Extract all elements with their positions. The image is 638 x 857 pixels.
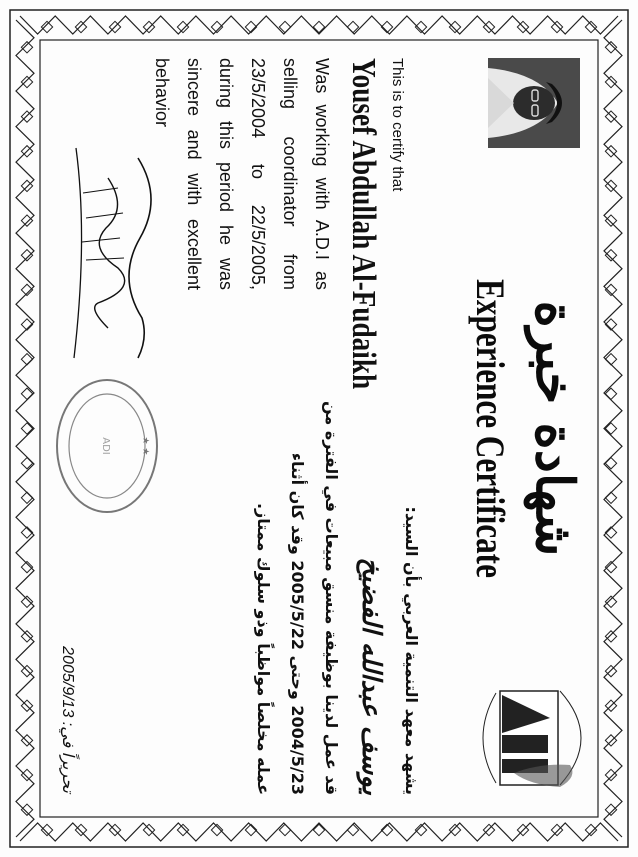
signature xyxy=(58,118,168,378)
official-stamp xyxy=(51,375,163,517)
arabic-line: 2004/5/23 وحتى 2005/5/22 وقد كان أثناء xyxy=(288,452,307,795)
certificate-body-arabic xyxy=(246,325,428,795)
certify-line: This is to certify that xyxy=(389,58,406,192)
certificate-body-english: Was working with A.D.I as selling coordinator from 23/5/2004 to 22/5/2005, during this period he was sincere and with excellent behavior xyxy=(152,58,332,290)
svg-text:ADI: ADI xyxy=(100,437,111,455)
recipient-name-english: Yousef Abdullah Al-Fudaikh xyxy=(345,58,382,390)
issue-date: تحريراً في: 2005/9/13 xyxy=(59,646,76,793)
title-arabic: شهادة خبرة xyxy=(524,300,585,557)
title-english: Experience Certificate xyxy=(468,279,513,578)
arabic-line: يشهد معهد التنمية العربي بأن السيد: xyxy=(402,506,421,795)
arabic-line: عمله مخلصاً مواظباً وذو سلوك ممتاز. xyxy=(254,502,273,795)
arabic-line: قد عمل لدينا بوظيفة منسق مبيعات في الفترة من xyxy=(322,400,341,795)
svg-text:★ ★: ★ ★ xyxy=(140,436,150,456)
recipient-name-arabic: يوسف عبدالله الفضيخ xyxy=(356,557,386,795)
